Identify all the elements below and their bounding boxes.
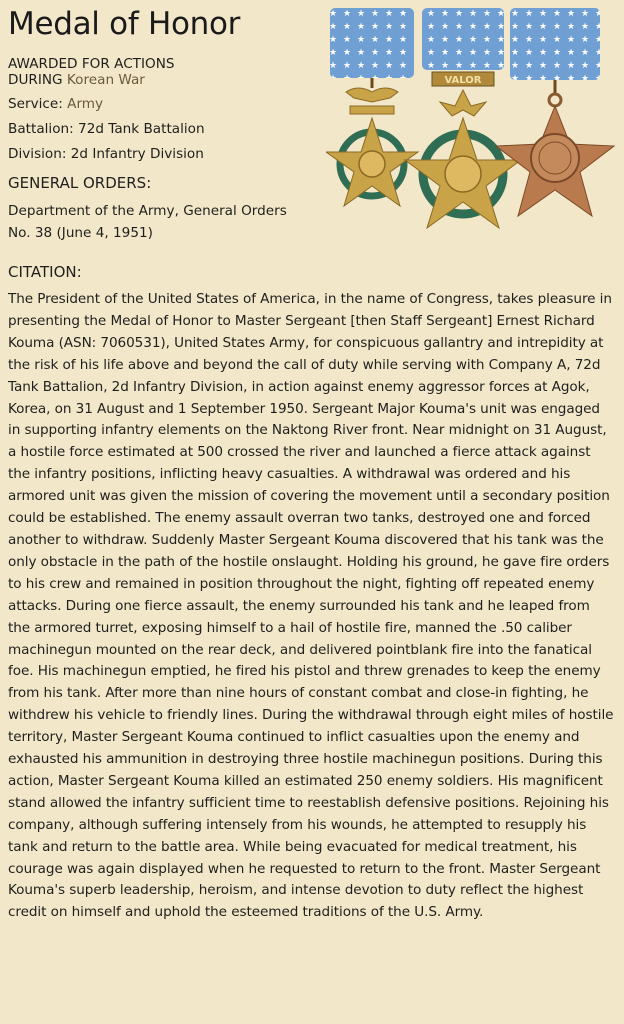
division-line	[8, 146, 204, 162]
battalion-label: Battalion:	[8, 121, 74, 137]
battalion-value: 72d Tank Battalion	[78, 121, 205, 137]
division-value: 2d Infantry Division	[70, 146, 204, 162]
medals-image	[326, 6, 616, 238]
citation-heading: CITATION:	[8, 263, 82, 281]
awarded-line1: AWARDED FOR ACTIONS	[8, 56, 175, 72]
air-force-medal-icon	[496, 8, 614, 216]
service-line	[8, 96, 103, 112]
citation-text: The President of the United States of America, in the name of Congress, takes pleasure in presenting the Medal of Honor to Master Sergeant [then Staff Sergeant] Ernest Richard Kouma (ASN: 7060531), United States Army, for conspicuous gallantry and intrepidity at the risk of his life above and beyond the call of duty while serving with Company A, 72d Tank Battalion, 2d Infantry Division, in action against enemy aggressor forces at Agok, Korea, on 31 August and 1 September 1950. Sergeant Major Kouma's unit was engaged in supporting infantry elements on the Naktong River front. Near midnight on 31 August, a hostile force estimated at 500 crossed the river and launched a fierce attack against the infantry positions, inflicting heavy casualties. A withdrawal was ordered and his armored unit was given the mission of covering the movement until a secondary position could be established. The enemy assault overran two tanks, destroyed one and forced another to withdraw. Suddenly Master Sergeant Kouma discovered that his tank was the only obstacle in the path of the hostile onslaught. Holding his ground, he gave fire orders to his crew and remained in position throughout the night, fighting off repeated enemy attacks. During one fierce assault, the enemy surrounded his tank and he leaped from the armored turret, exposing himself to a hail of hostile fire, manned the .50 caliber machinegun mounted on the rear deck, and delivered pointblank fire into the fanatical foe. His machinegun emptied, he fired his pistol and threw grenades to keep the enemy from his tank. After more than nine hours of constant combat and close-in fighting, he withdrew his vehicle to friendly lines. During the withdrawal through eight miles of hostile territory, Master Sergeant Kouma continued to inflict casualties upon the enemy and exhausted his ammunition in destroying three hostile machinegun positions. During this action, Master Sergeant Kouma killed an estimated 250 enemy soldiers. His magnificent stand allowed the infantry sufficient time to reestablish defensive positions. Rejoining his company, although suffering intensely from his wounds, he attempted to resupply his tank and return to the battle area. While being evacuated for medical treatment, his courage was again displayed when he requested to return to the front. Master Sergeant Kouma's superb leadership, heroism, and intense devotion to duty reflect the highest credit on himself and uphold the esteemed traditions of the U.S. Army.	[8, 291, 614, 921]
general-orders-line1: Department of the Army, General Orders	[8, 203, 287, 219]
division-label: Division:	[8, 146, 67, 162]
service-value: Army	[67, 96, 104, 112]
service-label: Service:	[8, 96, 63, 112]
war-name: Korean War	[66, 72, 145, 88]
army-medal-icon	[405, 8, 521, 228]
valor-bar-label: VALOR	[444, 75, 482, 86]
general-orders-heading: GENERAL ORDERS:	[8, 174, 152, 192]
awarded-line2	[8, 72, 175, 88]
general-orders-text	[8, 200, 308, 244]
awarded-block	[8, 56, 175, 88]
awarded-prefix: DURING	[8, 72, 63, 88]
navy-medal-icon	[326, 8, 418, 206]
general-orders-line2: No. 38 (June 4, 1951)	[8, 225, 153, 241]
page-title: Medal of Honor	[8, 6, 241, 42]
battalion-line	[8, 121, 205, 137]
